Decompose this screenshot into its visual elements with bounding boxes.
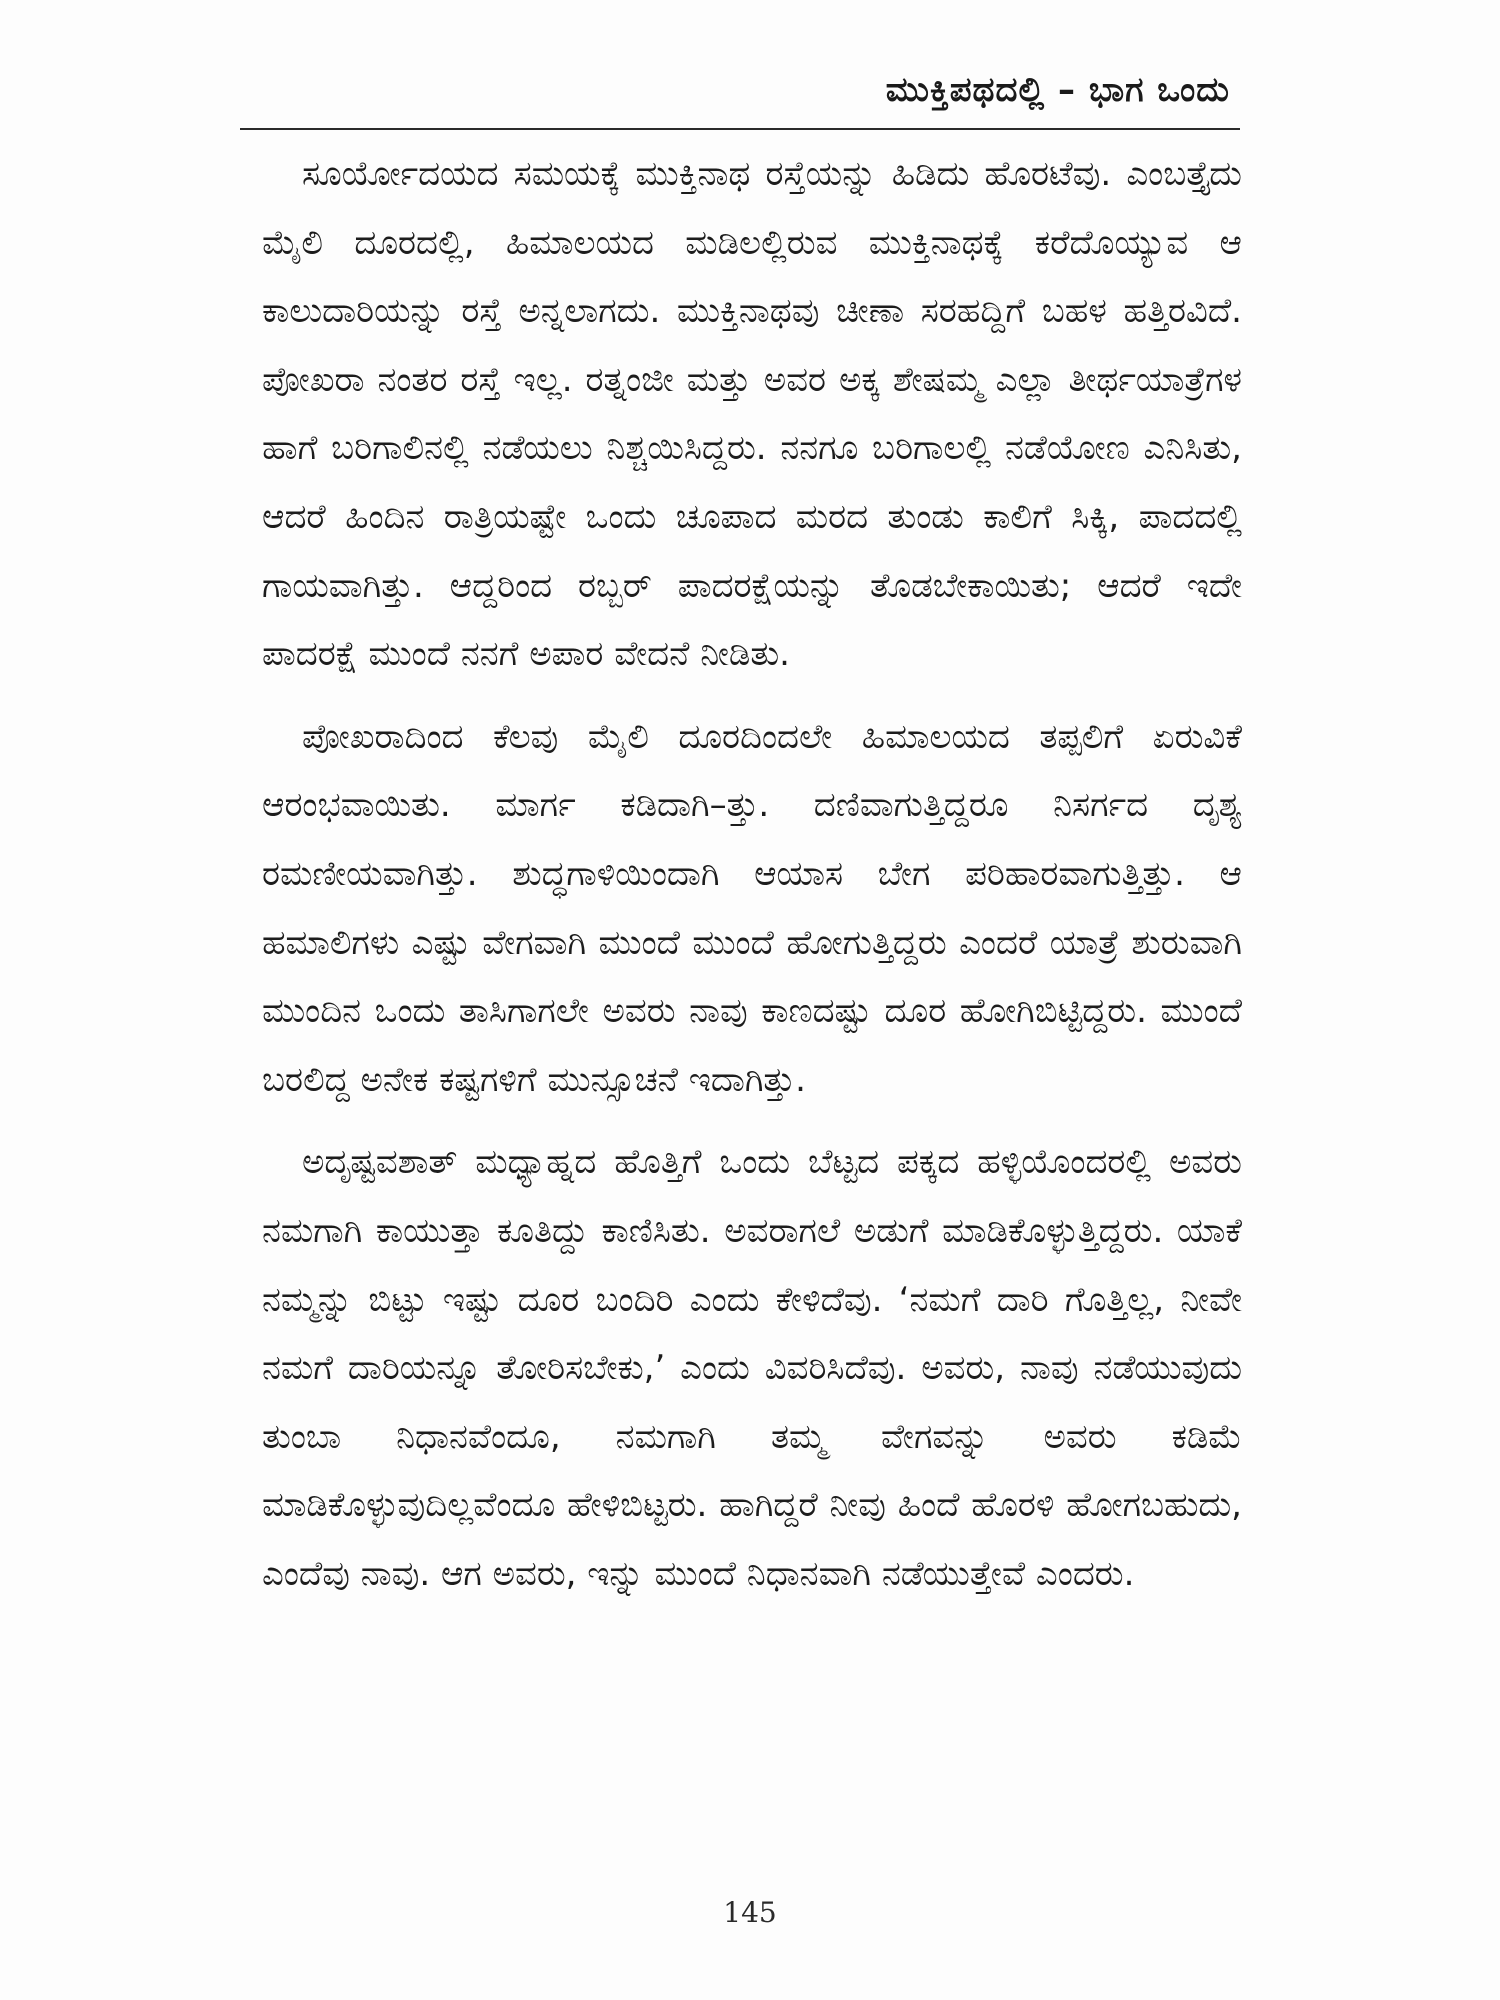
paragraph-1: ಸೂರ್ಯೋದಯದ ಸಮಯಕ್ಕೆ ಮುಕ್ತಿನಾಥ ರಸ್ತೆಯನ್ನು ಹಿಡಿದು ಹೊರಟೆವು. ಎಂಬತ್ತೈದು ಮೈಲಿ ದೂರದಲ್ಲಿ, ಹಿಮಾಲಯದ ಮಡಿಲಲ್ಲಿರುವ ಮುಕ್ತಿನಾಥಕ್ಕೆ ಕರೆದೊಯ್ಯುವ ಆ ಕಾಲುದಾರಿಯನ್ನು ರಸ್ತೆ ಅನ್ನಲಾಗದು. ಮುಕ್ತಿನಾಥವು ಚೀಣಾ ಸರಹದ್ದಿಗೆ ಬಹಳ ಹತ್ತಿರವಿದೆ. ಪೋಖರಾ ನಂತರ ರಸ್ತೆ ಇಲ್ಲ. ರತ್ನಂಜೀ ಮತ್ತು ಅವರ ಅಕ್ಕ ಶೇಷಮ್ಮ ಎಲ್ಲಾ ತೀರ್ಥಯಾತ್ರೆಗಳ ಹಾಗೆ ಬರಿಗಾಲಿನಲ್ಲಿ ನಡೆಯಲು ನಿಶ್ಚಯಿಸಿದ್ದರು. ನನಗೂ ಬರಿಗಾಲಲ್ಲಿ ನಡೆಯೋಣ ಎನಿಸಿತು, ಆದರೆ ಹಿಂದಿನ ರಾತ್ರಿಯಷ್ಟೇ ಒಂದು ಚೂಪಾದ ಮರದ ತುಂಡು ಕಾಲಿಗೆ ಸಿಕ್ಕಿ, ಪಾದದಲ್ಲಿ ಗಾಯವಾಗಿತ್ತು. ಆದ್ದರಿಂದ ರಬ್ಬರ್ ಪಾದರಕ್ಷೆಯನ್ನು ತೊಡಬೇಕಾಯಿತು; ಆದರೆ ಇದೇ ಪಾದರಕ್ಷೆ ಮುಂದೆ ನನಗೆ ಅಪಾರ ವೇದನೆ ನೀಡಿತು.: [262, 154, 1242, 675]
page-number: 145: [723, 1896, 777, 1929]
header-rule: [240, 128, 1240, 130]
paragraph-2: ಪೋಖರಾದಿಂದ ಕೆಲವು ಮೈಲಿ ದೂರದಿಂದಲೇ ಹಿಮಾಲಯದ ತಪ್ಪಲಿಗೆ ಏರುವಿಕೆ ಆರಂಭವಾಯಿತು. ಮಾರ್ಗ ಕಡಿದಾಗಿ–ತ್ತು. ದಣಿವಾಗುತ್ತಿದ್ದರೂ ನಿಸರ್ಗದ ದೃಶ್ಯ ರಮಣೀಯವಾಗಿತ್ತು. ಶುದ್ಧಗಾಳಿಯಿಂದಾಗಿ ಆಯಾಸ ಬೇಗ ಪರಿಹಾರವಾಗುತ್ತಿತ್ತು. ಆ ಹಮಾಲಿಗಳು ಎಷ್ಟು ವೇಗವಾಗಿ ಮುಂದೆ ಮುಂದೆ ಹೋಗುತ್ತಿದ್ದರು ಎಂದರೆ ಯಾತ್ರೆ ಶುರುವಾಗಿ ಮುಂದಿನ ಒಂದು ತಾಸಿಗಾಗಲೇ ಅವರು ನಾವು ಕಾಣದಷ್ಟು ದೂರ ಹೋಗಿಬಿಟ್ಟಿದ್ದರು. ಮುಂದೆ ಬರಲಿದ್ದ ಅನೇಕ ಕಷ್ಟಗಳಿಗೆ ಮುನ್ಸೂಚನೆ ಇದಾಗಿತ್ತು.: [262, 716, 1242, 1100]
body-text: [262, 140, 1242, 1608]
running-head: ಮುಕ್ತಿಪಥದಲ್ಲಿ – ಭಾಗ ಒಂದು: [885, 70, 1230, 110]
paragraph-3: ಅದೃಷ್ಟವಶಾತ್ ಮಧ್ಯಾಹ್ನದ ಹೊತ್ತಿಗೆ ಒಂದು ಬೆಟ್ಟದ ಪಕ್ಕದ ಹಳ್ಳಿಯೊಂದರಲ್ಲಿ ಅವರು ನಮಗಾಗಿ ಕಾಯುತ್ತಾ ಕೂತಿದ್ದು ಕಾಣಿಸಿತು. ಅವರಾಗಲೆ ಅಡುಗೆ ಮಾಡಿಕೊಳ್ಳುತ್ತಿದ್ದರು. ಯಾಕೆ ನಮ್ಮನ್ನು ಬಿಟ್ಟು ಇಷ್ಟು ದೂರ ಬಂದಿರಿ ಎಂದು ಕೇಳಿದೆವು. ‘ನಮಗೆ ದಾರಿ ಗೊತ್ತಿಲ್ಲ, ನೀವೇ ನಮಗೆ ದಾರಿಯನ್ನೂ ತೋರಿಸಬೇಕು,’ ಎಂದು ವಿವರಿಸಿದೆವು. ಅವರು, ನಾವು ನಡೆಯುವುದು ತುಂಬಾ ನಿಧಾನವೆಂದೂ, ನಮಗಾಗಿ ತಮ್ಮ ವೇಗವನ್ನು ಅವರು ಕಡಿಮೆ ಮಾಡಿಕೊಳ್ಳುವುದಿಲ್ಲವೆಂದೂ ಹೇಳಿಬಿಟ್ಟರು. ಹಾಗಿದ್ದರೆ ನೀವು ಹಿಂದೆ ಹೊರಳಿ ಹೋಗಬಹುದು, ಎಂದೆವು ನಾವು. ಆಗ ಅವರು, ಇನ್ನು ಮುಂದೆ ನಿಧಾನವಾಗಿ ನಡೆಯುತ್ತೇವೆ ಎಂದರು.: [262, 1142, 1242, 1594]
